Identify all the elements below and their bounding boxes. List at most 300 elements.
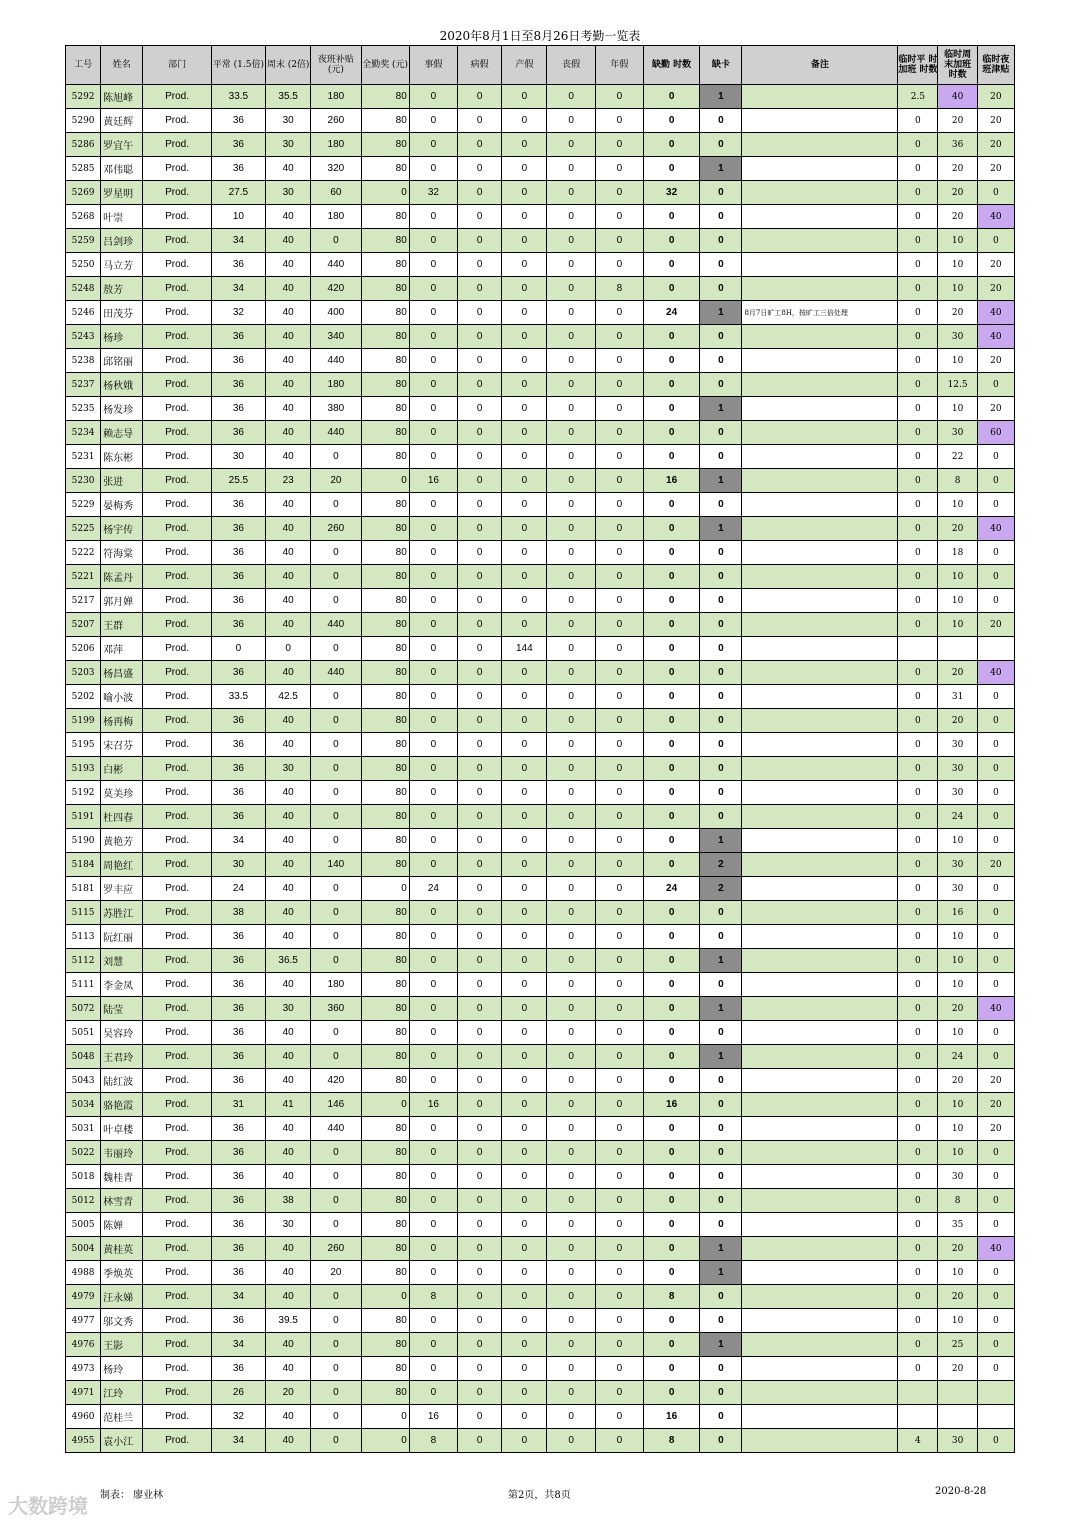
cell-name: 杨昌盛 xyxy=(101,661,143,685)
table-row xyxy=(66,205,1015,229)
table-row xyxy=(66,1021,1015,1045)
cell-absent: 0 xyxy=(643,805,699,829)
cell-maternity: 0 xyxy=(502,325,547,349)
cell-absent: 0 xyxy=(643,949,699,973)
cell-personal: 0 xyxy=(409,1021,457,1045)
cell-absent: 8 xyxy=(643,1285,699,1309)
cell-t3: 20 xyxy=(977,1069,1014,1093)
cell-funeral: 0 xyxy=(547,1165,595,1189)
table-row xyxy=(66,349,1015,373)
cell-annual: 0 xyxy=(595,613,643,637)
cell-bonus: 80 xyxy=(361,1045,409,1069)
cell-note xyxy=(742,661,898,685)
cell-t1: 0 xyxy=(898,565,938,589)
cell-sick: 0 xyxy=(458,1165,502,1189)
cell-night: 0 xyxy=(311,1381,361,1405)
cell-id: 5250 xyxy=(66,253,101,277)
cell-absent: 24 xyxy=(643,301,699,325)
cell-sick: 0 xyxy=(458,757,502,781)
cell-missing: 1 xyxy=(700,1045,742,1069)
cell-bonus: 80 xyxy=(361,253,409,277)
cell-bonus: 80 xyxy=(361,901,409,925)
cell-name: 赖志导 xyxy=(101,421,143,445)
cell-note xyxy=(742,373,898,397)
cell-id: 5112 xyxy=(66,949,101,973)
table-row xyxy=(66,829,1015,853)
cell-night: 0 xyxy=(311,925,361,949)
cell-dept: Prod. xyxy=(143,205,211,229)
cell-t2: 24 xyxy=(938,805,977,829)
cell-name: 白彬 xyxy=(101,757,143,781)
cell-annual: 0 xyxy=(595,829,643,853)
cell-night: 440 xyxy=(311,421,361,445)
cell-bonus: 80 xyxy=(361,661,409,685)
cell-t2: 20 xyxy=(938,1237,977,1261)
cell-weekend: 40 xyxy=(266,253,311,277)
page-number: 第2页，共8页 xyxy=(508,1490,571,1501)
cell-t1: 0 xyxy=(898,1141,938,1165)
cell-absent: 0 xyxy=(643,1381,699,1405)
cell-bonus: 80 xyxy=(361,109,409,133)
cell-t2: 20 xyxy=(938,1069,977,1093)
table-row xyxy=(66,373,1015,397)
cell-t3: 0 xyxy=(977,445,1014,469)
cell-personal: 0 xyxy=(409,973,457,997)
cell-sick: 0 xyxy=(458,733,502,757)
cell-maternity: 0 xyxy=(502,853,547,877)
cell-maternity: 0 xyxy=(502,1357,547,1381)
cell-normal: 36 xyxy=(211,253,265,277)
cell-t1: 0 xyxy=(898,397,938,421)
cell-funeral: 0 xyxy=(547,1285,595,1309)
cell-absent: 0 xyxy=(643,1237,699,1261)
cell-note xyxy=(742,1405,898,1429)
cell-night: 0 xyxy=(311,733,361,757)
cell-t2: 30 xyxy=(938,325,977,349)
cell-funeral: 0 xyxy=(547,733,595,757)
cell-missing: 0 xyxy=(700,421,742,445)
cell-t1: 0 xyxy=(898,1021,938,1045)
cell-bonus: 0 xyxy=(361,877,409,901)
cell-id: 5268 xyxy=(66,205,101,229)
cell-missing: 0 xyxy=(700,661,742,685)
cell-weekend: 40 xyxy=(266,325,311,349)
cell-absent: 0 xyxy=(643,733,699,757)
cell-t3: 0 xyxy=(977,565,1014,589)
cell-absent: 0 xyxy=(643,973,699,997)
table-row xyxy=(66,901,1015,925)
cell-night: 0 xyxy=(311,901,361,925)
cell-funeral: 0 xyxy=(547,565,595,589)
cell-sick: 0 xyxy=(458,493,502,517)
cell-bonus: 80 xyxy=(361,373,409,397)
cell-bonus: 0 xyxy=(361,1093,409,1117)
cell-id: 5004 xyxy=(66,1237,101,1261)
table-row xyxy=(66,1237,1015,1261)
cell-bonus: 80 xyxy=(361,949,409,973)
cell-dept: Prod. xyxy=(143,1429,211,1453)
cell-id: 5043 xyxy=(66,1069,101,1093)
cell-id: 5018 xyxy=(66,1165,101,1189)
cell-absent: 16 xyxy=(643,1093,699,1117)
cell-bonus: 80 xyxy=(361,1381,409,1405)
cell-annual: 0 xyxy=(595,349,643,373)
cell-id: 5207 xyxy=(66,613,101,637)
cell-t1: 0 xyxy=(898,1093,938,1117)
cell-name: 江玲 xyxy=(101,1381,143,1405)
cell-note xyxy=(742,181,898,205)
cell-maternity: 0 xyxy=(502,925,547,949)
cell-t1: 0 xyxy=(898,469,938,493)
cell-sick: 0 xyxy=(458,805,502,829)
cell-note xyxy=(742,157,898,181)
cell-annual: 0 xyxy=(595,1381,643,1405)
cell-t1: 0 xyxy=(898,517,938,541)
cell-missing: 0 xyxy=(700,373,742,397)
cell-t1: 0 xyxy=(898,1309,938,1333)
cell-bonus: 80 xyxy=(361,1117,409,1141)
cell-t2: 40 xyxy=(938,85,977,109)
cell-name: 张进 xyxy=(101,469,143,493)
cell-maternity: 0 xyxy=(502,733,547,757)
table-row xyxy=(66,949,1015,973)
cell-dept: Prod. xyxy=(143,1357,211,1381)
cell-night: 0 xyxy=(311,229,361,253)
cell-absent: 0 xyxy=(643,1189,699,1213)
table-row xyxy=(66,277,1015,301)
cell-absent: 0 xyxy=(643,901,699,925)
cell-night: 20 xyxy=(311,1261,361,1285)
cell-weekend: 40 xyxy=(266,1165,311,1189)
cell-maternity: 0 xyxy=(502,757,547,781)
cell-funeral: 0 xyxy=(547,1309,595,1333)
cell-name: 邬文秀 xyxy=(101,1309,143,1333)
cell-t1: 0 xyxy=(898,973,938,997)
cell-name: 周艳红 xyxy=(101,853,143,877)
cell-weekend: 0 xyxy=(266,637,311,661)
cell-absent: 0 xyxy=(643,157,699,181)
cell-name: 王影 xyxy=(101,1333,143,1357)
cell-absent: 8 xyxy=(643,1429,699,1453)
cell-id: 5229 xyxy=(66,493,101,517)
cell-absent: 0 xyxy=(643,589,699,613)
cell-id: 5202 xyxy=(66,685,101,709)
cell-missing: 0 xyxy=(700,1357,742,1381)
cell-maternity: 0 xyxy=(502,1285,547,1309)
cell-missing: 0 xyxy=(700,613,742,637)
cell-annual: 0 xyxy=(595,1237,643,1261)
cell-personal: 0 xyxy=(409,157,457,181)
cell-weekend: 40 xyxy=(266,877,311,901)
cell-sick: 0 xyxy=(458,949,502,973)
cell-t3: 0 xyxy=(977,1357,1014,1381)
cell-t1: 0 xyxy=(898,805,938,829)
cell-name: 陈旭峰 xyxy=(101,85,143,109)
cell-absent: 0 xyxy=(643,1069,699,1093)
cell-dept: Prod. xyxy=(143,685,211,709)
cell-t1: 0 xyxy=(898,661,938,685)
cell-note xyxy=(742,85,898,109)
header-cell: 姓名 xyxy=(101,46,143,85)
cell-dept: Prod. xyxy=(143,349,211,373)
cell-maternity: 0 xyxy=(502,85,547,109)
cell-personal: 0 xyxy=(409,205,457,229)
cell-normal: 36 xyxy=(211,1045,265,1069)
cell-t2: 30 xyxy=(938,877,977,901)
cell-night: 0 xyxy=(311,757,361,781)
cell-absent: 0 xyxy=(643,757,699,781)
cell-missing: 0 xyxy=(700,277,742,301)
cell-weekend: 30 xyxy=(266,997,311,1021)
watermark-logo: 大数跨境 xyxy=(8,1494,88,1518)
cell-name: 魏桂青 xyxy=(101,1165,143,1189)
cell-annual: 0 xyxy=(595,325,643,349)
cell-t3: 0 xyxy=(977,1429,1014,1453)
cell-normal: 36 xyxy=(211,541,265,565)
cell-absent: 0 xyxy=(643,1357,699,1381)
cell-sick: 0 xyxy=(458,277,502,301)
cell-weekend: 40 xyxy=(266,445,311,469)
cell-name: 王君玲 xyxy=(101,1045,143,1069)
cell-absent: 0 xyxy=(643,421,699,445)
cell-night: 146 xyxy=(311,1093,361,1117)
cell-night: 0 xyxy=(311,709,361,733)
cell-annual: 0 xyxy=(595,1141,643,1165)
cell-t3: 0 xyxy=(977,757,1014,781)
table-row xyxy=(66,421,1015,445)
table-maker: 制表： 廖业林 xyxy=(100,1490,164,1501)
cell-dept: Prod. xyxy=(143,565,211,589)
cell-personal: 0 xyxy=(409,421,457,445)
cell-t2: 30 xyxy=(938,733,977,757)
cell-funeral: 0 xyxy=(547,1093,595,1117)
cell-personal: 0 xyxy=(409,613,457,637)
cell-missing: 0 xyxy=(700,1069,742,1093)
cell-name: 邓伟聪 xyxy=(101,157,143,181)
table-row xyxy=(66,157,1015,181)
cell-note xyxy=(742,1189,898,1213)
cell-weekend: 30 xyxy=(266,133,311,157)
header-cell: 临时夜 班津贴 xyxy=(977,46,1014,85)
cell-missing: 0 xyxy=(700,1141,742,1165)
cell-t2 xyxy=(938,1405,977,1429)
cell-id: 5234 xyxy=(66,421,101,445)
cell-normal: 36 xyxy=(211,421,265,445)
cell-bonus: 80 xyxy=(361,733,409,757)
cell-t3: 40 xyxy=(977,325,1014,349)
cell-funeral: 0 xyxy=(547,1189,595,1213)
cell-sick: 0 xyxy=(458,1381,502,1405)
cell-funeral: 0 xyxy=(547,253,595,277)
cell-note xyxy=(742,421,898,445)
cell-sick: 0 xyxy=(458,661,502,685)
cell-note xyxy=(742,517,898,541)
header-cell: 事假 xyxy=(409,46,457,85)
cell-personal: 16 xyxy=(409,1405,457,1429)
cell-funeral: 0 xyxy=(547,181,595,205)
cell-id: 5191 xyxy=(66,805,101,829)
cell-id: 5217 xyxy=(66,589,101,613)
cell-personal: 0 xyxy=(409,1333,457,1357)
cell-funeral: 0 xyxy=(547,757,595,781)
cell-note xyxy=(742,1021,898,1045)
cell-sick: 0 xyxy=(458,901,502,925)
cell-personal: 0 xyxy=(409,397,457,421)
cell-t2: 10 xyxy=(938,229,977,253)
cell-funeral: 0 xyxy=(547,1117,595,1141)
table-row xyxy=(66,853,1015,877)
cell-night: 180 xyxy=(311,373,361,397)
cell-dept: Prod. xyxy=(143,133,211,157)
cell-name: 郭月婵 xyxy=(101,589,143,613)
cell-normal: 25.5 xyxy=(211,469,265,493)
cell-night: 0 xyxy=(311,637,361,661)
cell-t1: 0 xyxy=(898,1165,938,1189)
cell-weekend: 30 xyxy=(266,757,311,781)
cell-bonus: 80 xyxy=(361,709,409,733)
cell-note xyxy=(742,853,898,877)
cell-note xyxy=(742,1141,898,1165)
cell-bonus: 80 xyxy=(361,421,409,445)
cell-night: 0 xyxy=(311,1165,361,1189)
cell-absent: 16 xyxy=(643,1405,699,1429)
cell-t3: 0 xyxy=(977,181,1014,205)
cell-t3: 0 xyxy=(977,229,1014,253)
cell-bonus: 80 xyxy=(361,781,409,805)
cell-id: 5203 xyxy=(66,661,101,685)
cell-night: 400 xyxy=(311,301,361,325)
cell-annual: 0 xyxy=(595,1357,643,1381)
cell-normal: 32 xyxy=(211,301,265,325)
cell-id: 5051 xyxy=(66,1021,101,1045)
cell-bonus: 0 xyxy=(361,1285,409,1309)
cell-missing: 0 xyxy=(700,1381,742,1405)
cell-maternity: 0 xyxy=(502,1237,547,1261)
cell-weekend: 40 xyxy=(266,1069,311,1093)
cell-t3: 0 xyxy=(977,1213,1014,1237)
cell-missing: 0 xyxy=(700,1117,742,1141)
cell-missing: 0 xyxy=(700,229,742,253)
cell-t3: 40 xyxy=(977,1237,1014,1261)
cell-dept: Prod. xyxy=(143,1069,211,1093)
cell-absent: 0 xyxy=(643,1021,699,1045)
cell-t1: 0 xyxy=(898,997,938,1021)
cell-normal: 36 xyxy=(211,565,265,589)
cell-personal: 0 xyxy=(409,685,457,709)
cell-dept: Prod. xyxy=(143,1165,211,1189)
cell-t1: 0 xyxy=(898,253,938,277)
cell-t2: 30 xyxy=(938,853,977,877)
cell-dept: Prod. xyxy=(143,421,211,445)
cell-missing: 1 xyxy=(700,397,742,421)
cell-t2: 20 xyxy=(938,1357,977,1381)
cell-t1: 0 xyxy=(898,421,938,445)
cell-dept: Prod. xyxy=(143,1237,211,1261)
cell-personal: 0 xyxy=(409,1069,457,1093)
cell-absent: 24 xyxy=(643,877,699,901)
header-cell: 缺卡 xyxy=(700,46,742,85)
cell-note xyxy=(742,349,898,373)
cell-t2: 20 xyxy=(938,1285,977,1309)
cell-name: 杨珍 xyxy=(101,325,143,349)
cell-name: 季焕英 xyxy=(101,1261,143,1285)
cell-normal: 36 xyxy=(211,1141,265,1165)
cell-t2 xyxy=(938,637,977,661)
cell-bonus: 80 xyxy=(361,1333,409,1357)
cell-annual: 0 xyxy=(595,373,643,397)
cell-t3: 40 xyxy=(977,997,1014,1021)
table-header-row xyxy=(66,46,1015,85)
cell-weekend: 40 xyxy=(266,781,311,805)
cell-normal: 36 xyxy=(211,133,265,157)
cell-t1: 0 xyxy=(898,157,938,181)
header-cell: 临时周 末加班 时数 xyxy=(938,46,977,85)
cell-t3: 20 xyxy=(977,349,1014,373)
cell-annual: 0 xyxy=(595,229,643,253)
table-row xyxy=(66,877,1015,901)
cell-t3: 0 xyxy=(977,541,1014,565)
table-row xyxy=(66,1117,1015,1141)
cell-absent: 0 xyxy=(643,85,699,109)
cell-note xyxy=(742,949,898,973)
cell-t3: 0 xyxy=(977,805,1014,829)
cell-weekend: 40 xyxy=(266,1141,311,1165)
cell-absent: 0 xyxy=(643,253,699,277)
cell-note xyxy=(742,1093,898,1117)
cell-missing: 0 xyxy=(700,805,742,829)
cell-maternity: 0 xyxy=(502,157,547,181)
cell-t1: 0 xyxy=(898,1285,938,1309)
cell-night: 0 xyxy=(311,1333,361,1357)
cell-maternity: 0 xyxy=(502,901,547,925)
cell-absent: 0 xyxy=(643,397,699,421)
cell-personal: 0 xyxy=(409,757,457,781)
table-row xyxy=(66,565,1015,589)
cell-name: 罗丰应 xyxy=(101,877,143,901)
cell-personal: 0 xyxy=(409,565,457,589)
cell-normal: 36 xyxy=(211,589,265,613)
cell-t3: 0 xyxy=(977,1045,1014,1069)
cell-t3: 20 xyxy=(977,613,1014,637)
cell-sick: 0 xyxy=(458,109,502,133)
cell-dept: Prod. xyxy=(143,301,211,325)
cell-name: 韦丽玲 xyxy=(101,1141,143,1165)
cell-weekend: 23 xyxy=(266,469,311,493)
cell-weekend: 40 xyxy=(266,1261,311,1285)
cell-missing: 0 xyxy=(700,325,742,349)
cell-funeral: 0 xyxy=(547,1357,595,1381)
cell-personal: 0 xyxy=(409,373,457,397)
cell-annual: 0 xyxy=(595,565,643,589)
cell-t1: 0 xyxy=(898,1117,938,1141)
cell-dept: Prod. xyxy=(143,733,211,757)
cell-t3: 0 xyxy=(977,685,1014,709)
table-row xyxy=(66,85,1015,109)
cell-missing: 0 xyxy=(700,1189,742,1213)
cell-absent: 0 xyxy=(643,829,699,853)
cell-t2: 10 xyxy=(938,1117,977,1141)
cell-normal: 27.5 xyxy=(211,181,265,205)
table-row xyxy=(66,757,1015,781)
cell-normal: 36 xyxy=(211,805,265,829)
table-row xyxy=(66,709,1015,733)
cell-t2: 8 xyxy=(938,1189,977,1213)
cell-t2: 10 xyxy=(938,277,977,301)
cell-name: 杨再梅 xyxy=(101,709,143,733)
cell-night: 60 xyxy=(311,181,361,205)
cell-normal: 36 xyxy=(211,1069,265,1093)
cell-t1 xyxy=(898,1405,938,1429)
